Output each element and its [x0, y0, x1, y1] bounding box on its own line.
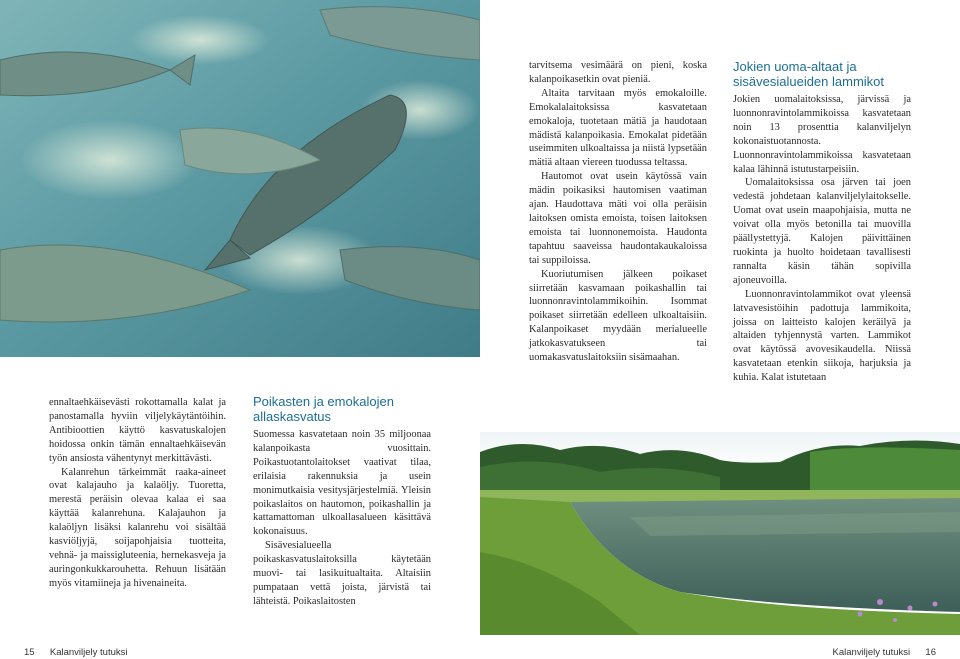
pond-photo	[480, 432, 960, 635]
footer-title: Kalanviljely tutuksi	[49, 647, 128, 658]
left-footer	[24, 647, 127, 658]
page-number: 16	[925, 647, 936, 658]
fish-photo	[0, 0, 480, 357]
footer-title: Kalanviljely tutuksi	[832, 647, 911, 658]
body-paragraph: ennaltaehkäisevästi rokottamalla kalat ja panostamalla hyviin viljelykäytäntöihin. Antibioottien käyttö kasvatuskalojen hoidossa onkin tämän ennaltaehkäisevän työn ansiosta vähentynyt merkittävästi.	[49, 397, 226, 464]
body-paragraph: Luonnonravintolammikot ovat yleensä latvavesistöihin padottuja lammikoita, joissa on laitteisto kalojen keräilyä ja altaiden tyhjennystä varten. Lammikot ovat käytössä avovesikaudella. Niissä kasvatetaan etenkin siikoja, harjuksia ja kuhia. Kalat istutetaan	[733, 288, 911, 384]
section-heading: Jokien uoma-altaat ja sisävesialueiden lammikot	[733, 59, 885, 89]
body-paragraph: tarvitsema vesimäärä on pieni, koska kalanpoikasetkin ovat pieniä.	[529, 60, 707, 85]
body-paragraph: Uomalaitoksissa osa järven tai joen vedestä johdetaan kalanviljelylaitokselle. Uomat ovat usein maapohjaisia, mutta ne voivat olla myös betonilla tai muovilla päällystettyjä. Kalojen päivittäinen ruokinta ja huolto hoidetaan tavallisesti rannalta käsin tähän sopivilla ajoneuvoilla.	[733, 177, 911, 286]
page-number: 15	[24, 647, 35, 658]
right-column-1	[529, 59, 707, 365]
body-paragraph: Suomessa kasvatetaan noin 35 miljoonaa kalanpoikasta vuosittain. Poikastuotantolaitokset vaativat tilaa, erilaisia rakennuksia ja usein monimutkaisia vesitysjärjestelmiä. Yleisin poikaslaitos on hautomon, poikashallin ja kattamattoman ulkoallasalueen käsittävä kokonaisuus.	[253, 429, 431, 538]
body-paragraph: Jokien uomalaitoksissa, järvissä ja luonnonravintolammikoissa kasvatetaan noin 13 prosenttia kalanviljelyn kokonaistuotannosta. Luonnonravintolammikoissa kasvatetaan kalaa lähinnä istutustarpeisiin.	[733, 94, 911, 175]
right-footer	[833, 647, 936, 658]
body-paragraph: Hautomot ovat usein käytössä vain mädin poikasiksi hautomisen vaatiman ajan. Haudottava mäti voi olla peräisin laitoksen omista emoista, toisen laitoksen emoista tai luonnonemoista. Haudonta tapahtuu saaveissa haudontakaukaloissa tai suppiloissa.	[529, 171, 707, 266]
pond-landscape-image	[480, 432, 960, 635]
body-paragraph: Kalanrehun tärkeimmät raaka-aineet ovat kalajauho ja kalaöljy. Tuoretta, merestä peräisin olevaa kalaa ei saa käyttää kalanrehuna. Kalajauhon ja kalaöljyn lisäksi kalanrehu voi sisältää kasviöljyjä, soijapohjaisia tuotteita, vehnä- ja maissigluteenia, hernekasveja ja auringonkukkarouhetta. Rehuun lisätään myös vitamiineja ja hivenaineita.	[49, 466, 226, 589]
body-paragraph: Sisävesialueella poikaskasvatuslaitoksilla käytetään muovi- tai lasikuitualtaita. Altaisiin pumpataan vettä joista, järvistä tai lähteistä. Poikaslaitosten	[253, 540, 431, 607]
body-paragraph: Altaita tarvitaan myös emokaloille. Emokalalaitoksissa kasvatetaan emokaloja, tuotetaan mätiä ja haudotaan mädistä kalanpoikasia. Emokalat pidetään useimmiten ulkoaltaissa ja niistä lypsetään mätiä altaan viereen tuodussa teltassa.	[529, 87, 707, 169]
left-column-2	[253, 394, 431, 609]
body-paragraph: Kuoriutumisen jälkeen poikaset siirretään kasvamaan poikashallin tai luonnonravintolammikoihin. Isommat poikaset siirretään edelleen ulkoaltaisiin. Kalanpoikaset myydään merialueelle jatkokasvatukseen tai uomakasvatuslaitoksiin sisämaahan.	[529, 268, 707, 364]
left-column-1	[49, 396, 226, 591]
right-column-2	[733, 59, 911, 385]
section-heading: Poikasten ja emokalojen allaskasvatus	[253, 394, 394, 424]
fish-underwater-image	[0, 0, 480, 357]
